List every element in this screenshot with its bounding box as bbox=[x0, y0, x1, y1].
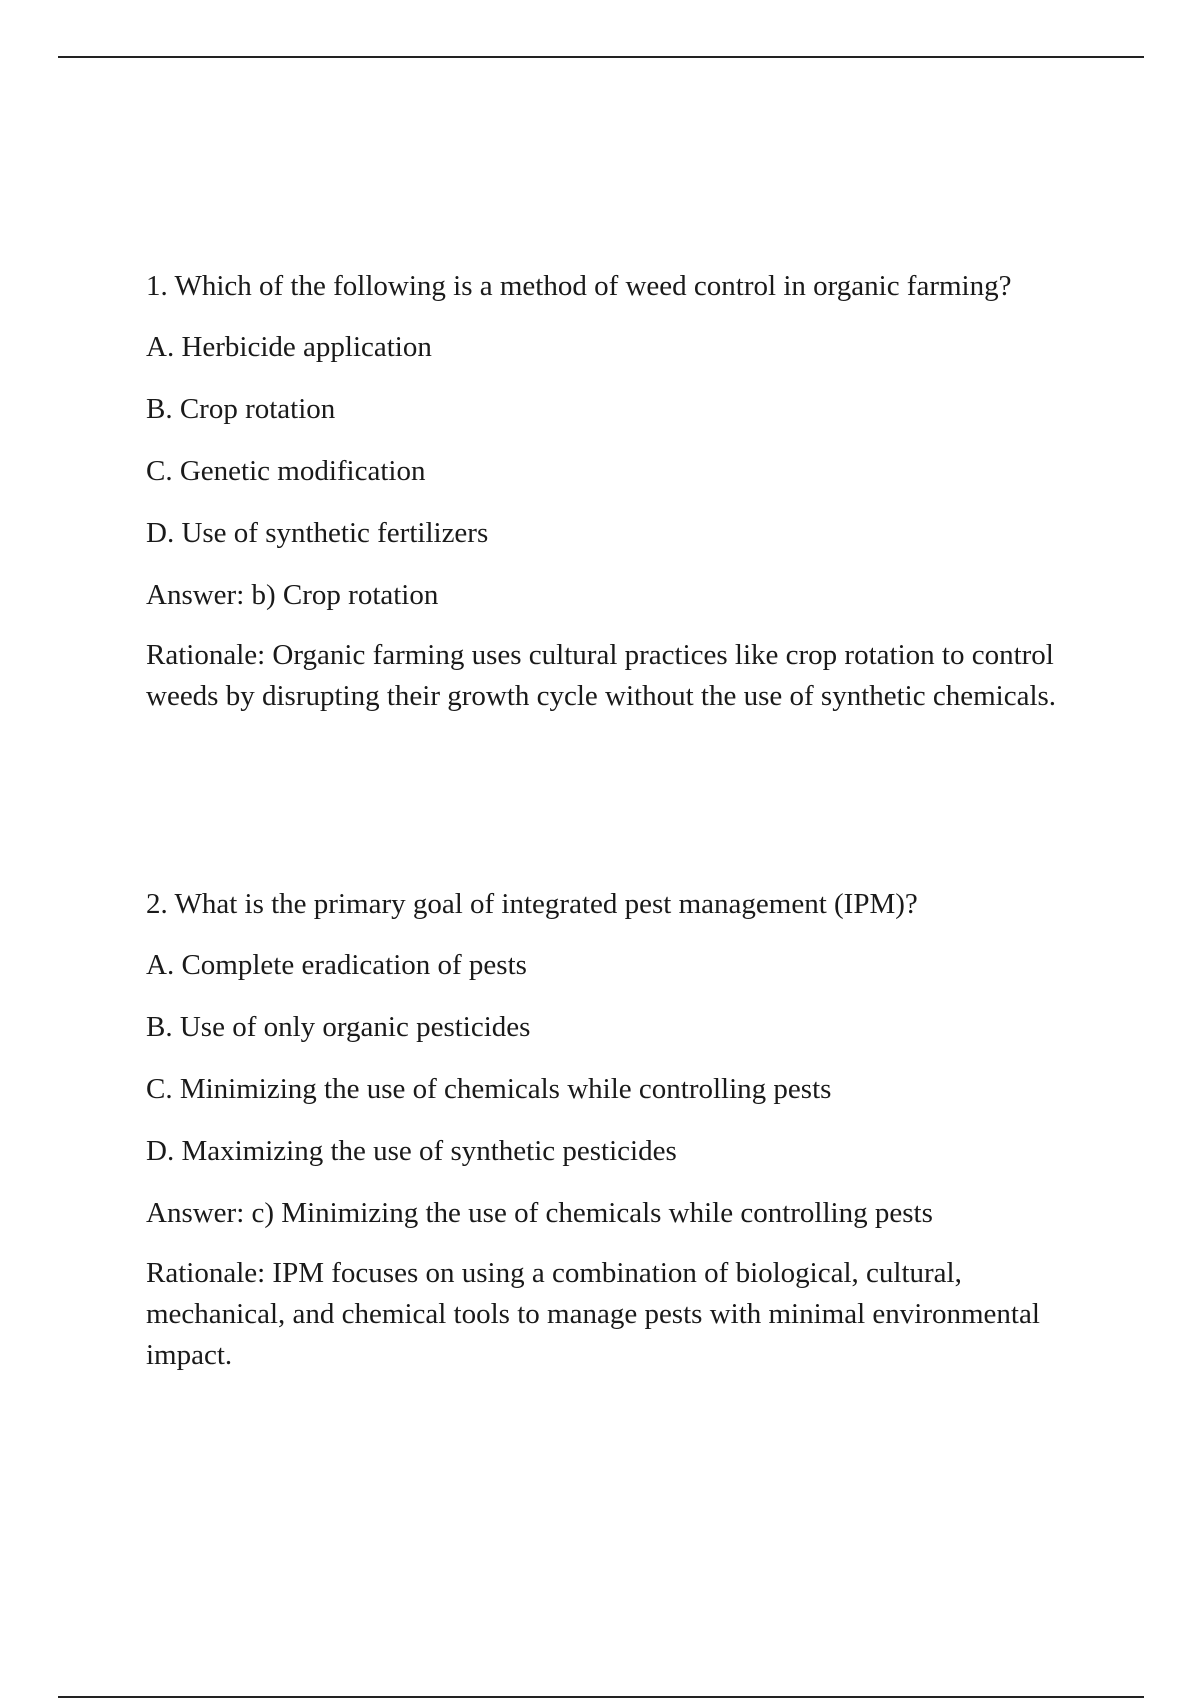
question-text: 1. Which of the following is a method of weed control in organic farming? bbox=[146, 270, 1012, 302]
option-c: C. Genetic modification bbox=[146, 455, 426, 487]
option-b: B. Use of only organic pesticides bbox=[146, 1011, 531, 1043]
rationale-text: Rationale: IPM focuses on using a combination of biological, cultural, mechanical, and chemical tools to manage pests with minimal environmental impact. bbox=[146, 1257, 1040, 1371]
option-a: A. Complete eradication of pests bbox=[146, 949, 527, 981]
rationale-text: Rationale: Organic farming uses cultural practices like crop rotation to control weeds by disrupting their growth cycle without the use of synthetic chemicals. bbox=[146, 639, 1057, 712]
answer-text: Answer: c) Minimizing the use of chemicals while controlling pests bbox=[146, 1197, 933, 1229]
bottom-divider bbox=[58, 1696, 1144, 1698]
question-text: 2. What is the primary goal of integrated pest management (IPM)? bbox=[146, 888, 918, 920]
question-block-1 bbox=[146, 266, 1086, 717]
answer-text: Answer: b) Crop rotation bbox=[146, 579, 439, 611]
option-b: B. Crop rotation bbox=[146, 393, 336, 425]
question-block-2 bbox=[146, 884, 1086, 1376]
option-d: D. Maximizing the use of synthetic pesticides bbox=[146, 1135, 677, 1167]
top-divider bbox=[58, 56, 1144, 58]
option-a: A. Herbicide application bbox=[146, 331, 432, 363]
option-c: C. Minimizing the use of chemicals while controlling pests bbox=[146, 1073, 832, 1105]
option-d: D. Use of synthetic fertilizers bbox=[146, 517, 489, 549]
